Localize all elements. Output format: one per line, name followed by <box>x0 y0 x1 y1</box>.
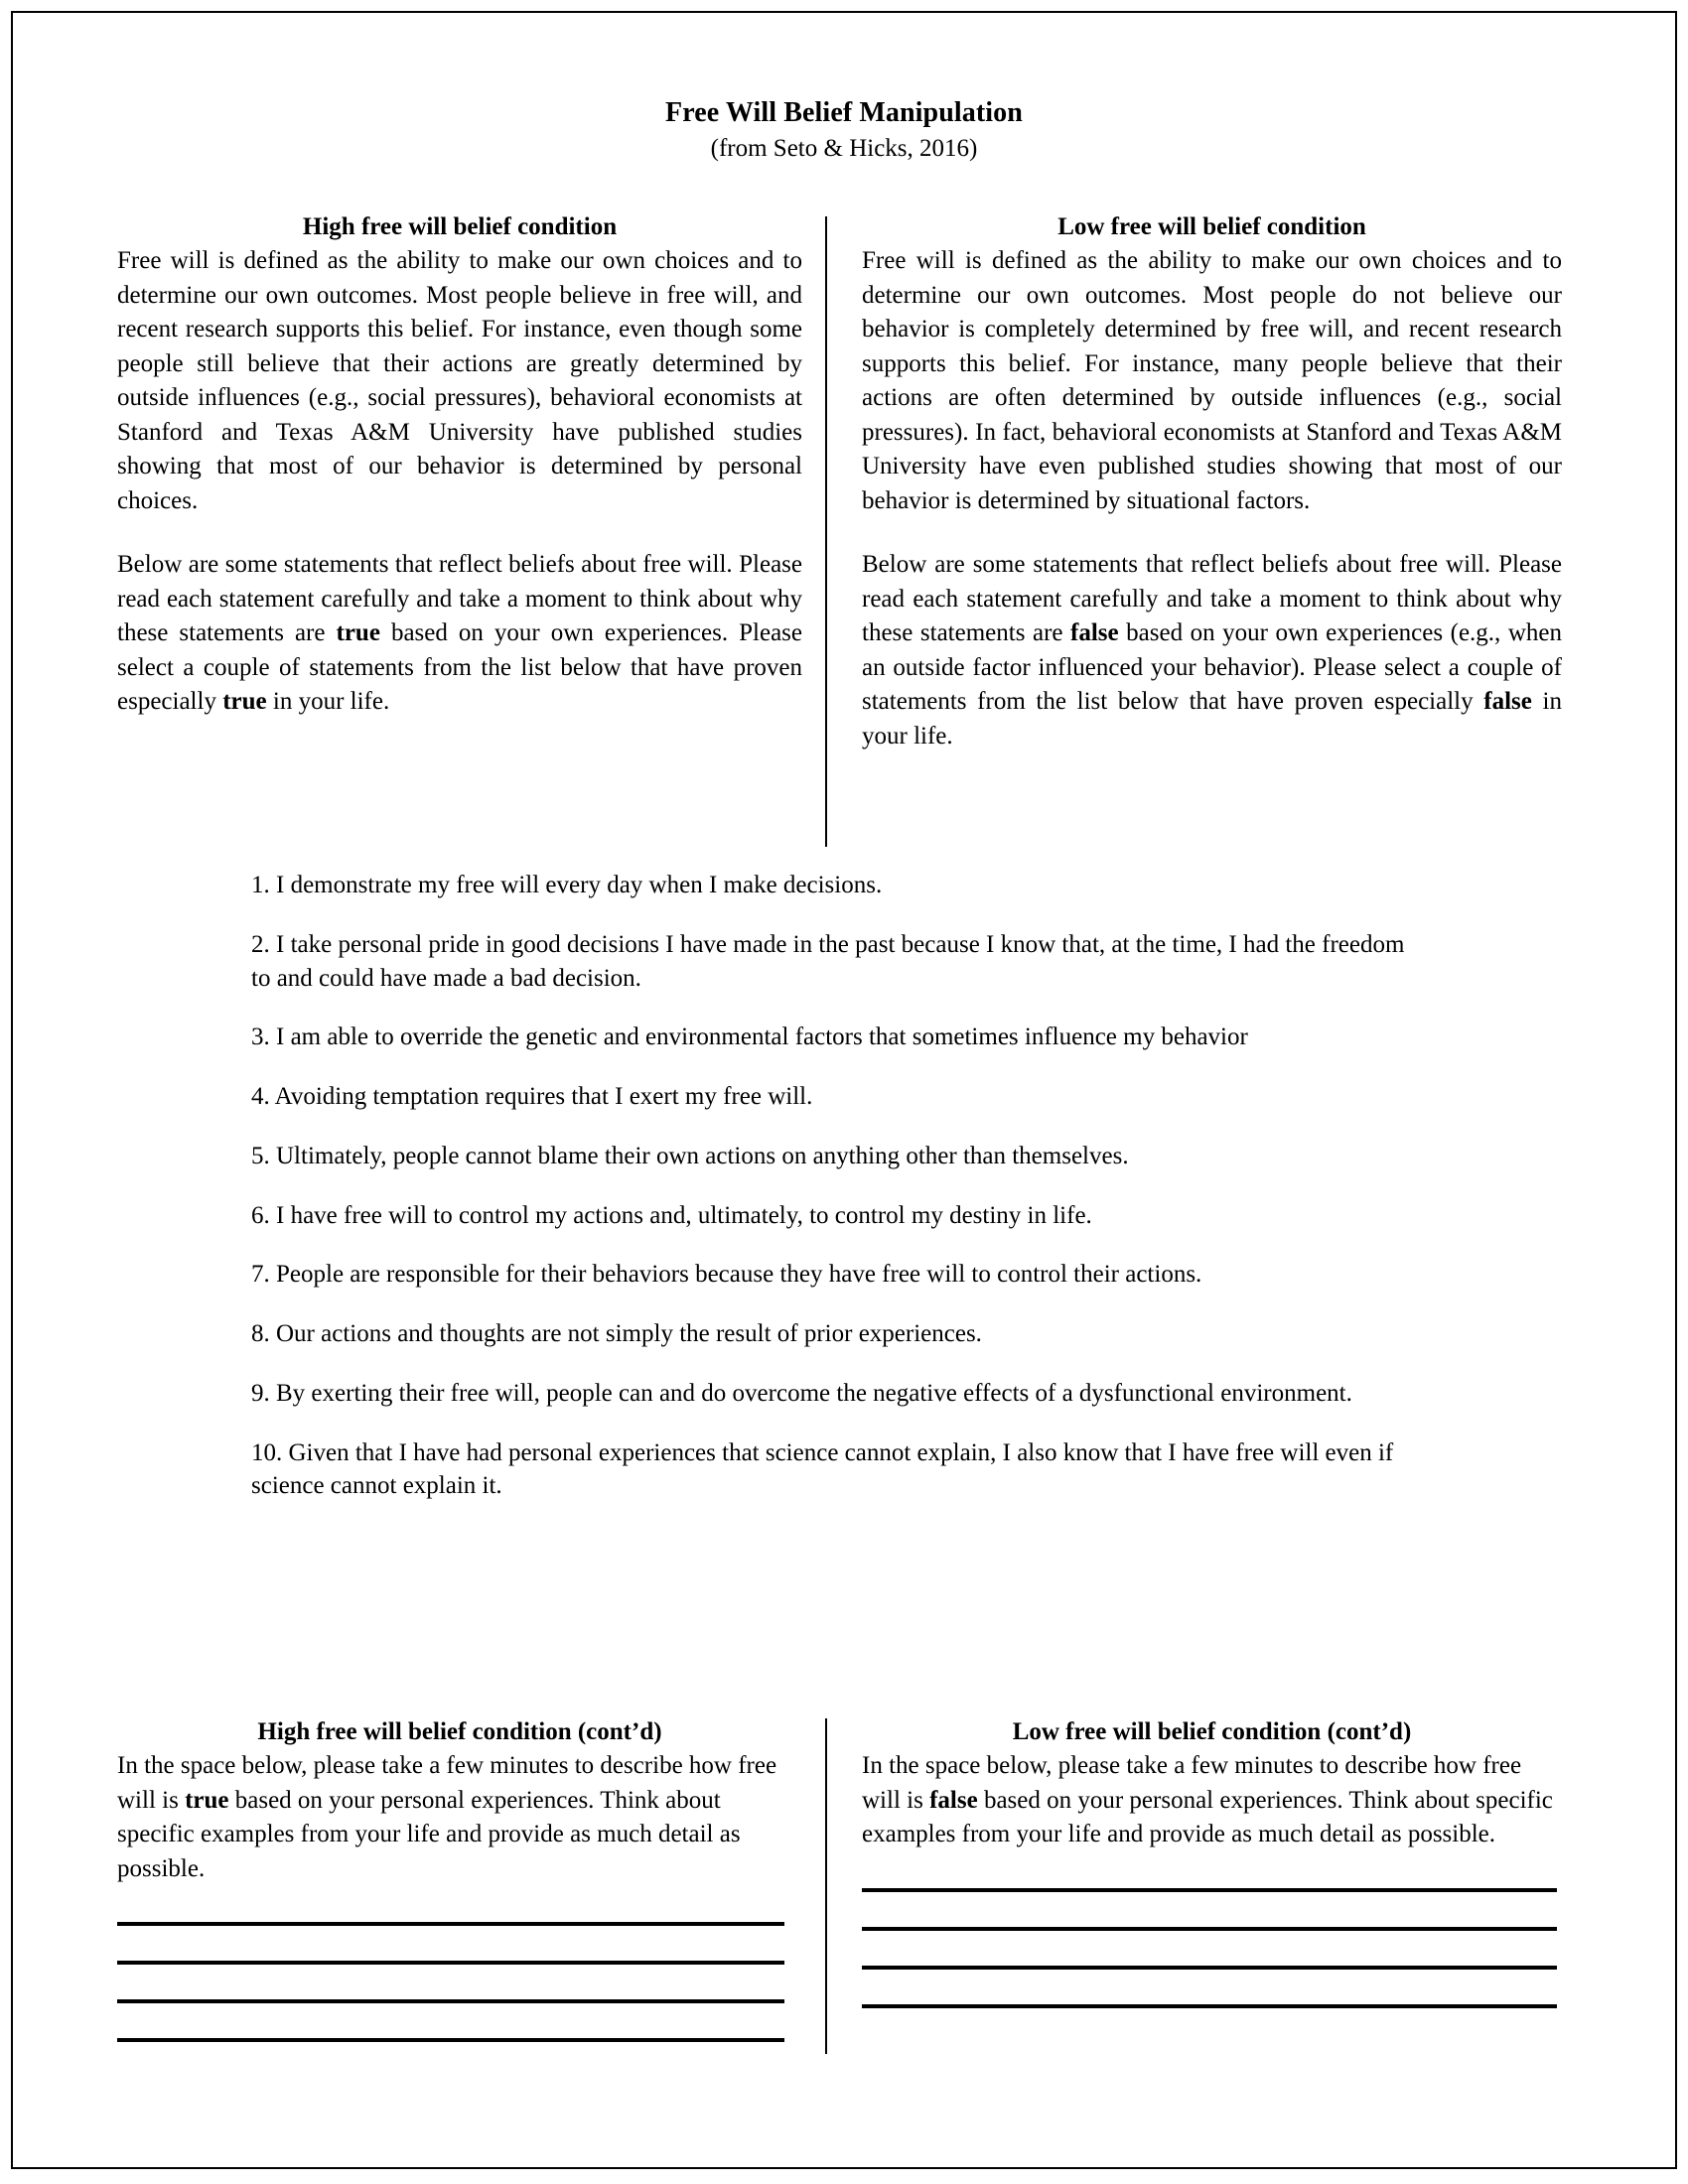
page-subtitle: (from Seto & Hicks, 2016) <box>710 135 978 163</box>
list-item: 3. I am able to override the genetic and environmental factors that sometimes influence my behavior <box>251 1024 1248 1051</box>
list-item: 7. People are responsible for their behaviors because they have free will to control their actions. <box>251 1261 1202 1289</box>
low-contd-bold-false: false <box>929 1786 978 1814</box>
low-condition-heading: Low free will belief condition <box>1057 213 1366 240</box>
list-item: 4. Avoiding temptation requires that I exert my free will. <box>251 1083 813 1110</box>
answer-rule-line[interactable] <box>862 1888 1557 1892</box>
list-item: 8. Our actions and thoughts are not simply the result of prior experiences. <box>251 1320 982 1347</box>
high-contd-bold-true: true <box>185 1786 229 1814</box>
high-condition-contd-column <box>117 1716 802 2042</box>
low-condition-contd-text <box>862 1749 1562 1852</box>
low-answer-lines[interactable] <box>862 1888 1562 2008</box>
high-p2-text-a: Below are some statements that reflect beliefs about free will. Please read each statement carefully and take a moment to think about why these statements are <box>117 551 802 647</box>
low-p2-text-a: Below are some statements that reflect beliefs about free will. Please read each statement carefully and take a moment to think about why these statements are <box>862 551 1562 647</box>
high-answer-lines[interactable] <box>117 1922 802 2042</box>
low-p2-text-c: in your life. <box>862 688 1562 750</box>
list-item: 9. By exerting their free will, people can and do overcome the negative effects of a dysfunctional environment. <box>251 1379 1352 1407</box>
high-p2-bold-true-2: true <box>222 688 267 716</box>
high-p2-text-c: in your life. <box>266 688 390 716</box>
answer-rule-line[interactable] <box>117 2038 784 2042</box>
low-contd-text-a: In the space below, please take a few minutes to describe how free will is <box>862 1752 1522 1814</box>
answer-rule-line[interactable] <box>117 1922 784 1926</box>
high-condition-contd-heading: High free will belief condition (cont’d) <box>257 1718 662 1745</box>
answer-rule-line[interactable] <box>862 1966 1557 1970</box>
list-item: 1. I demonstrate my free will every day when I make decisions. <box>251 872 883 898</box>
list-item: 6. I have free will to control my actions and, ultimately, to control my destiny in life. <box>251 1201 1092 1229</box>
answer-rule-line[interactable] <box>862 1927 1557 1931</box>
high-condition-contd-text <box>117 1749 802 1886</box>
low-condition-paragraph-2 <box>862 548 1562 753</box>
document-page <box>11 11 1677 2169</box>
low-condition-contd-heading: Low free will belief condition (cont’d) <box>1012 1718 1412 1745</box>
low-condition-paragraph-1: Free will is defined as the ability to make our own choices and to determine our own outcomes. Most people do not believe our behavior is completely determined by free will, and recent research supports this belief. For instance, many people believe that their actions are often determined by outside influences (e.g., social pressures). In fact, behavioral economists at Stanford and Texas A&M University have even published studies showing that most of our behavior is determined by situational factors. <box>862 247 1562 514</box>
high-condition-column <box>117 211 802 720</box>
high-contd-text-b: based on your personal experiences. Think about specific examples from your life and provide as much detail as possible. <box>117 1786 741 1882</box>
list-item: 10. Given that I have had personal experiences that science cannot explain, I also know that I have free will even if science cannot explain it. <box>251 1438 1394 1500</box>
title-block <box>13 97 1675 166</box>
answer-rule-line[interactable] <box>862 2004 1557 2008</box>
high-condition-paragraph-1: Free will is defined as the ability to make our own choices and to determine our own outcomes. Most people believe in free will, and recent research supports this belief. For instance, even though some people still believe that their actions are greatly determined by outside influences (e.g., social pressures), behavioral economists at Stanford and Texas A&M University have published studies showing that most of our behavior is determined by personal choices. <box>117 247 802 514</box>
list-item: 5. Ultimately, people cannot blame their own actions on anything other than themselves. <box>251 1142 1129 1169</box>
high-contd-text-a: In the space below, please take a few minutes to describe how free will is <box>117 1752 777 1814</box>
high-p2-bold-true-1: true <box>336 619 380 647</box>
answer-rule-line[interactable] <box>117 1999 784 2003</box>
page-title: Free Will Belief Manipulation <box>665 97 1023 128</box>
answer-rule-line[interactable] <box>117 1961 784 1965</box>
statements-list <box>251 869 1423 1503</box>
top-conditions-section <box>13 211 1675 847</box>
low-p2-bold-false-2: false <box>1483 688 1532 716</box>
list-item: 2. I take personal pride in good decisions I have made in the past because I know that, at the time, I had the freedom to and could have made a bad decision. <box>251 930 1405 992</box>
low-p2-text-b: based on your own experiences (e.g., when an outside factor influenced your behavior). Please select a couple of statements from the list below that have proven especially <box>862 619 1562 716</box>
low-contd-text-b: based on your personal experiences. Think about specific examples from your life and provide as much detail as possible. <box>862 1786 1553 1848</box>
low-p2-bold-false-1: false <box>1070 619 1119 647</box>
high-condition-heading: High free will belief condition <box>302 213 618 240</box>
high-condition-paragraph-2 <box>117 548 802 720</box>
low-condition-column <box>862 211 1562 753</box>
column-divider-bottom <box>825 1718 827 2054</box>
low-condition-contd-column <box>862 1716 1562 2008</box>
column-divider-top <box>825 216 827 847</box>
high-p2-text-b: based on your own experiences. Please select a couple of statements from the list below that have proven especially <box>117 619 802 716</box>
